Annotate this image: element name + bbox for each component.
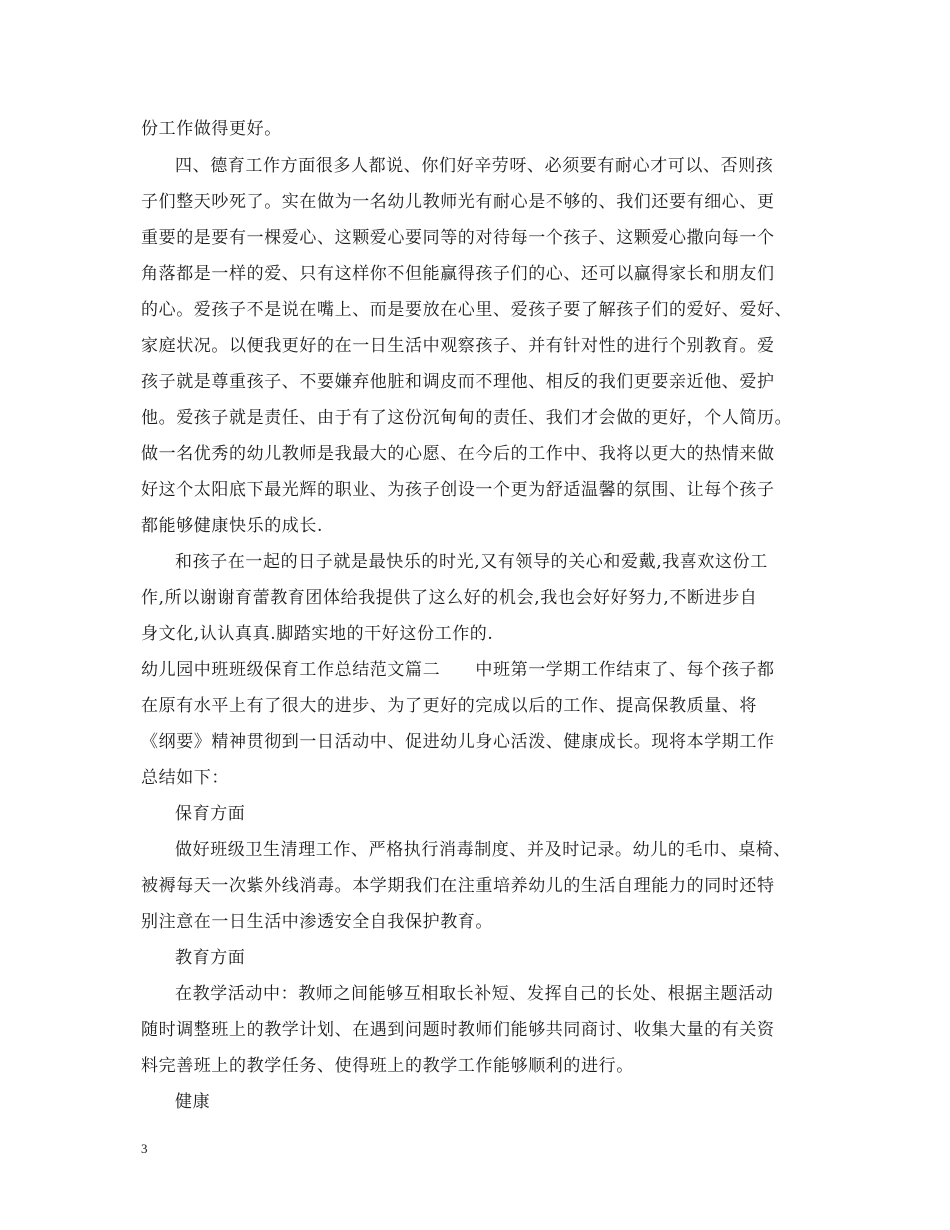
- text-line: 身文化,认认真真.脚踏实地的干好这份工作的.: [141, 624, 494, 644]
- text-line: 好这个太阳底下最光辉的职业、为孩子创设一个更为舒适温馨的氛围、让每个孩子: [141, 480, 775, 500]
- text-line: 份工作做得更好。: [141, 119, 282, 139]
- text-line: 做一名优秀的幼儿教师是我最大的心愿、在今后的工作中、我将以更大的热情来做: [141, 444, 775, 464]
- text-line: 《纲要》精神贯彻到一日活动中、促进幼儿身心活泼、健康成长。现将本学期工作: [141, 732, 775, 752]
- text-line: 做好班级卫生清理工作、严格执行消毒制度、并及时记录。幼儿的毛巾、桌椅、: [175, 840, 791, 860]
- text-line: 随时调整班上的教学计划、在遇到问题时教师们能够共同商讨、收集大量的有关资: [141, 1020, 775, 1040]
- subheading-baoyu: 保育方面: [175, 804, 246, 824]
- page-number: 3: [141, 1141, 148, 1156]
- text-line: 别注意在一日生活中渗透安全自我保护教育。: [141, 912, 493, 932]
- text-line: 四、德育工作方面很多人都说、你们好辛劳呀、必须要有耐心才可以、否则孩: [175, 156, 774, 176]
- text-line: 角落都是一样的爱、只有这样你不但能赢得孩子们的心、还可以赢得家长和朋友们: [141, 264, 775, 284]
- text-line: 被褥每天一次紫外线消毒。本学期我们在注重培养幼儿的生活自理能力的同时还特: [141, 876, 775, 896]
- text-line: 和孩子在一起的日子就是最快乐的时光,又有领导的关心和爱戴,我喜欢这份工: [175, 552, 768, 572]
- text-line: 子们整天吵死了。实在做为一名幼儿教师光有耐心是不够的、我们还要有细心、更: [141, 192, 775, 212]
- text-line: 在教学活动中：教师之间能够互相取长补短、发挥自己的长处、根据主题活动: [175, 984, 774, 1004]
- text-line: 孩子就是尊重孩子、不要嫌弃他脏和调皮而不理他、相反的我们更要亲近他、爱护: [141, 372, 775, 392]
- text-line: 作,所以谢谢育蕾教育团体给我提供了这么好的机会,我也会好好努力,不断进步自: [141, 588, 758, 608]
- subheading-jiaoyu: 教育方面: [175, 948, 246, 968]
- text-line: 总结如下：: [141, 768, 229, 788]
- text-line: 他。爱孩子就是责任、由于有了这份沉甸甸的责任、我们才会做的更好，个人简历。: [141, 408, 793, 428]
- text-line: 的心。爱孩子不是说在嘴上、而是要放在心里、爱孩子要了解孩子们的爱好、爱好、: [141, 300, 793, 320]
- text-line: 家庭状况。以便我更好的在一日生活中观察孩子、并有针对性的进行个别教育。爱: [141, 336, 775, 356]
- text-line: 都能够健康快乐的成长.: [141, 516, 324, 536]
- subheading-jiankang: 健康: [175, 1092, 211, 1112]
- text-line: 重要的是要有一棵爱心、这颗爱心要同等的对待每一个孩子、这颗爱心撒向每一个: [141, 228, 775, 248]
- text-line: 料完善班上的教学任务、使得班上的教学工作能够顺利的进行。: [141, 1056, 634, 1076]
- text-line: 在原有水平上有了很大的进步、为了更好的完成以后的工作、提高保教质量、将: [141, 696, 757, 716]
- section-heading-line: 幼儿园中班班级保育工作总结范文篇二 中班第一学期工作结束了、每个孩子都: [141, 660, 775, 680]
